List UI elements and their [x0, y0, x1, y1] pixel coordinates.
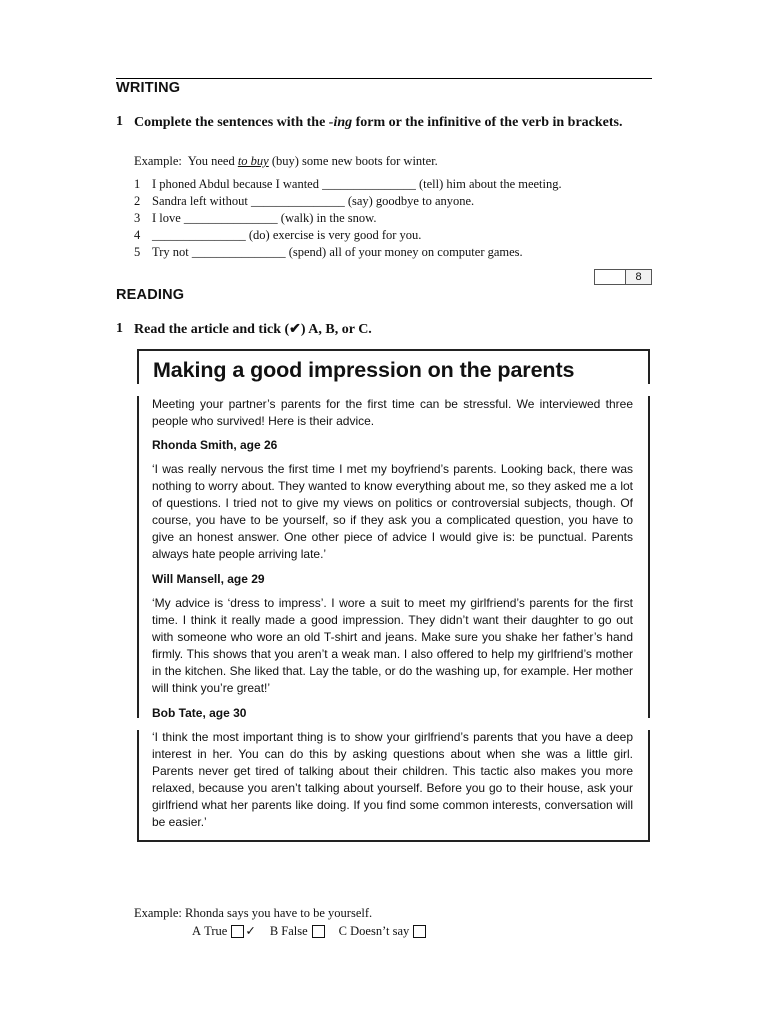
- writing-item: [134, 194, 474, 209]
- person-name: Will Mansell, age 29: [152, 572, 265, 586]
- check-icon: ✓: [245, 924, 256, 938]
- score-blank[interactable]: [595, 270, 626, 284]
- writing-item: [134, 177, 562, 192]
- top-divider: [116, 78, 652, 79]
- writing-example-post: (buy) some new boots for winter.: [268, 154, 438, 168]
- writing-instruction: [134, 114, 634, 131]
- option-letter: A: [192, 923, 202, 938]
- item-text: I love _______________ (walk) in the snow.: [152, 211, 377, 225]
- item-number: 3: [134, 211, 141, 225]
- item-number: 5: [134, 245, 141, 259]
- option-c-checkbox[interactable]: [413, 925, 426, 938]
- example-question: [134, 906, 372, 921]
- option-label: False: [281, 923, 308, 938]
- item-number: 4: [134, 228, 141, 242]
- person-quote: ‘My advice is ‘dress to impress’. I wore a suit to meet my girlfriend’s parents for the first time. I think it really made a good impression. They didn’t want their daughter to go out with someone who wore an old T-shirt and jeans. Make sure you shake her father’s hand firmly. This shows that you aren’t a weak man. I also offered to help my girlfriend’s mother in the kitchen. She liked that. Lay the table, or do the washing up, for example. Her mother will think you’re great!’: [152, 596, 633, 695]
- score-total: 8: [626, 270, 651, 284]
- option-label: True: [204, 923, 228, 938]
- item-text: I phoned Abdul because I wanted _______________ (tell) him about the meeting.: [152, 177, 562, 191]
- person-name: Rhonda Smith, age 26: [152, 438, 278, 452]
- writing-example: [134, 154, 438, 169]
- writing-item: [134, 245, 523, 260]
- frame-gap: [137, 718, 141, 730]
- person-quote: ‘I was really nervous the first time I met my boyfriend’s parents. Looking back, there was nothing to worry about. They wanted to know everything about me, so they asked me a lot of questions. I tried not to give my views on politics or controversial subjects, though. Of course, you have to be yourself, so if they ask you a complicated question, you have to give an honest answer. One other piece of advice I would give is: be punctual. Parents always hate people arriving late.’: [152, 462, 633, 561]
- score-box: [594, 269, 652, 285]
- article-intro: Meeting your partner’s parents for the first time can be stressful. We interviewed three people who survived! Here is their advice.: [152, 397, 633, 428]
- frame-gap: [646, 718, 650, 730]
- reading-instruction: [134, 321, 634, 338]
- writing-example-label: Example:: [134, 154, 182, 168]
- option-a-checkbox[interactable]: [231, 925, 244, 938]
- example-label: Example:: [134, 906, 182, 920]
- person-name: Bob Tate, age 30: [152, 706, 247, 720]
- item-text: _______________ (do) exercise is very good for you.: [152, 228, 422, 242]
- writing-heading: WRITING: [116, 80, 181, 96]
- reading-heading: READING: [116, 287, 185, 303]
- writing-instruction-pre: Complete the sentences with the: [134, 115, 329, 130]
- item-number: 2: [134, 194, 141, 208]
- option-b-checkbox[interactable]: [312, 925, 325, 938]
- writing-example-pre: You need: [187, 154, 238, 168]
- options-row: [192, 923, 436, 939]
- writing-item: [134, 228, 421, 243]
- item-text: Sandra left without _______________ (say) goodbye to anyone.: [152, 194, 475, 208]
- item-number: 1: [134, 177, 141, 191]
- article-title: Making a good impression on the parents: [153, 358, 575, 382]
- option-label: Doesn’t say: [350, 923, 410, 938]
- item-text: Try not _______________ (spend) all of your money on computer games.: [152, 245, 523, 259]
- option-a: [192, 923, 256, 939]
- option-b: [270, 924, 325, 939]
- reading-instruction-pre: Read the article and tick (: [134, 322, 290, 337]
- example-text: Rhonda says you have to be yourself.: [185, 906, 373, 920]
- frame-gap: [137, 384, 141, 396]
- option-c: [339, 924, 427, 939]
- writing-instruction-post: form or the infinitive of the verb in brackets.: [352, 115, 623, 130]
- writing-item: [134, 211, 377, 226]
- writing-question-number: 1: [116, 114, 123, 129]
- frame-gap: [646, 384, 650, 396]
- reading-instruction-post: ) A, B, or C.: [300, 322, 372, 337]
- option-letter: B: [269, 923, 279, 938]
- writing-instruction-ing: -ing: [328, 115, 353, 130]
- option-letter: C: [338, 923, 348, 938]
- tick-glyph: ✔: [289, 322, 301, 337]
- writing-example-answer: to buy: [237, 154, 269, 168]
- reading-question-number: 1: [116, 321, 123, 336]
- person-quote: ‘I think the most important thing is to show your girlfriend’s parents that you have a deep interest in her. You can do this by asking questions about when she was a little girl. Parents never get tired of talking about their children. This tactic also makes you more relaxed, because you aren’t talking about yourself. Before you go to their house, ask your girlfriend what her parents like doing. If you find some common interests, conversation will be easier.’: [152, 730, 633, 829]
